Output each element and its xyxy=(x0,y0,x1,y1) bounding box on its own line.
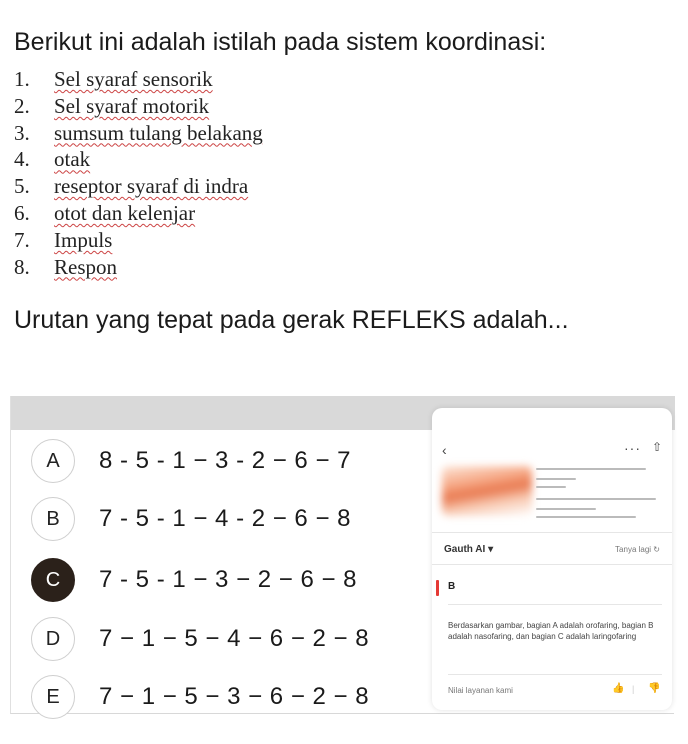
option-d-circle[interactable]: D xyxy=(31,617,75,661)
option-c[interactable] xyxy=(31,557,411,603)
term-item xyxy=(14,93,263,120)
term-text: Impuls xyxy=(54,227,113,252)
rate-service-label: Nilai layanan kami xyxy=(448,686,513,695)
term-item xyxy=(14,173,263,200)
gauth-explanation: Berdasarkan gambar, bagian A adalah orofaring, bagian B adalah nasofaring, dan bagian C adalah laringofaring xyxy=(448,621,654,641)
term-number: 3. xyxy=(14,120,30,145)
ask-again-button[interactable]: Tanya lagi ↻ xyxy=(615,545,660,554)
thumbs-down-icon[interactable]: 👎 xyxy=(648,683,661,694)
term-item xyxy=(14,66,263,93)
term-number: 2. xyxy=(14,93,30,118)
back-icon[interactable]: ‹ xyxy=(442,442,447,458)
gauth-answer-card xyxy=(432,408,672,710)
option-a-text: 8 - 5 - 1 − 3 - 2 − 6 − 7 xyxy=(99,447,351,474)
share-icon[interactable]: ⇧ xyxy=(652,440,663,454)
option-c-circle[interactable]: C xyxy=(31,558,75,602)
term-text: Sel syaraf sensorik xyxy=(54,67,213,91)
option-e-circle[interactable]: E xyxy=(31,675,75,719)
rating-separator: | xyxy=(632,684,635,694)
term-item xyxy=(14,146,263,173)
term-item xyxy=(14,254,263,281)
card-divider xyxy=(432,564,672,565)
term-text: sumsum tulang belakang xyxy=(54,120,263,145)
card-divider xyxy=(432,532,672,533)
term-item xyxy=(14,227,263,254)
term-number: 8. xyxy=(14,254,30,279)
blurred-document-preview[interactable] xyxy=(532,464,662,526)
thumbs-up-icon[interactable]: 👍 xyxy=(612,683,625,694)
option-d-text: 7 − 1 − 5 − 4 − 6 − 2 − 8 xyxy=(99,625,370,652)
term-item xyxy=(14,120,263,147)
card-divider xyxy=(448,604,662,605)
card-divider xyxy=(448,674,662,675)
option-d[interactable] xyxy=(31,616,411,662)
term-text: reseptor syaraf di indra xyxy=(54,174,249,199)
answer-accent-bar xyxy=(436,580,439,596)
question-text: Urutan yang tepat pada gerak REFLEKS adalah... xyxy=(14,306,569,334)
term-text: otot dan kelenjar xyxy=(54,200,196,225)
option-c-text: 7 - 5 - 1 − 3 − 2 − 6 − 8 xyxy=(99,566,357,593)
more-icon[interactable]: ··· xyxy=(624,440,641,456)
intro-text: Berikut ini adalah istilah pada sistem koordinasi: xyxy=(14,28,547,56)
term-text: otak xyxy=(54,147,91,172)
term-number: 7. xyxy=(14,227,30,252)
term-text: Sel syaraf motorik xyxy=(54,93,210,118)
term-item xyxy=(14,200,263,227)
term-number: 4. xyxy=(14,147,30,172)
option-b-text: 7 - 5 - 1 − 4 - 2 − 6 − 8 xyxy=(99,505,351,532)
term-number: 5. xyxy=(14,174,30,199)
term-number: 1. xyxy=(14,67,30,91)
option-e-text: 7 − 1 − 5 − 3 − 6 − 2 − 8 xyxy=(99,683,370,710)
option-b[interactable] xyxy=(31,496,411,542)
term-number: 6. xyxy=(14,200,30,225)
blurred-image-thumbnail[interactable] xyxy=(442,466,532,516)
term-list xyxy=(14,66,263,280)
gauth-ai-title[interactable]: Gauth AI ▾ xyxy=(444,544,494,555)
option-e[interactable] xyxy=(31,674,411,720)
gauth-answer: B xyxy=(448,581,456,592)
option-a[interactable] xyxy=(31,438,411,484)
term-text: Respon xyxy=(54,254,117,279)
option-b-circle[interactable]: B xyxy=(31,497,75,541)
option-a-circle[interactable]: A xyxy=(31,439,75,483)
